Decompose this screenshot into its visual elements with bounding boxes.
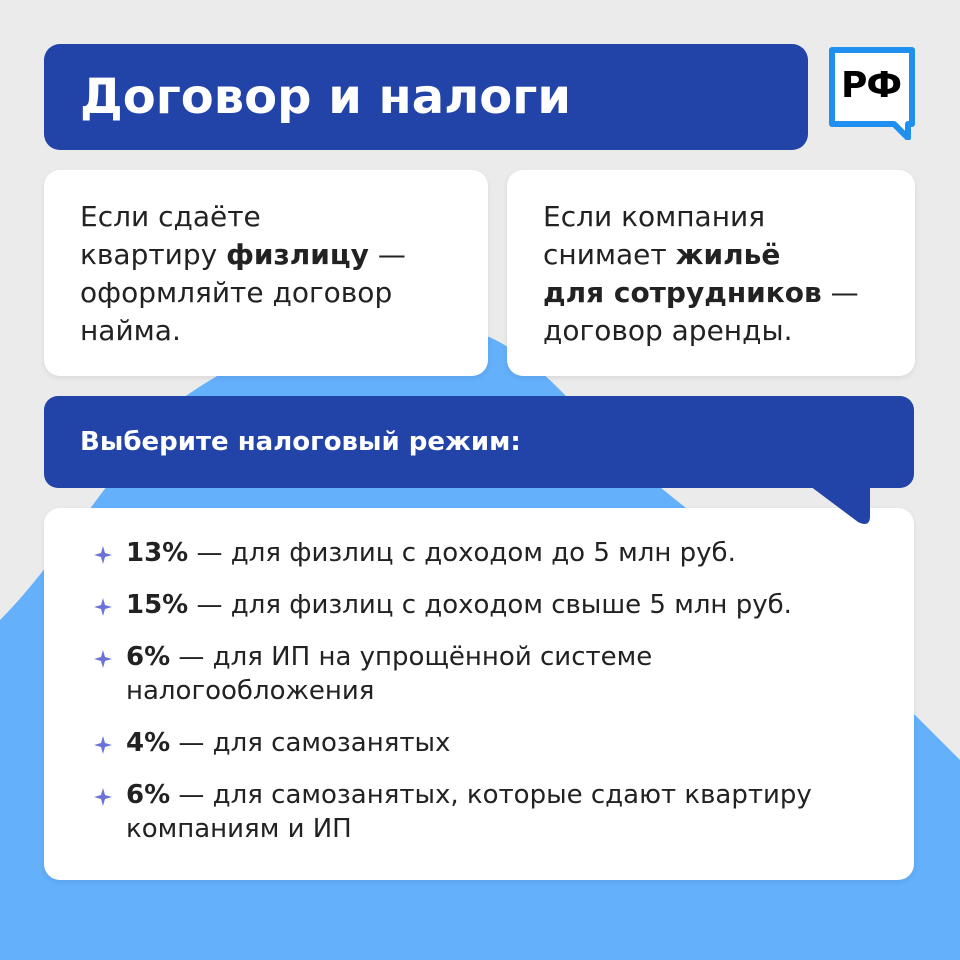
regime-title: Выберите налоговый режим:: [80, 427, 521, 457]
tax-rates-list: [94, 536, 812, 864]
list-item: [94, 726, 812, 760]
info-card-individual: [44, 170, 488, 376]
card-line: [543, 274, 859, 312]
tax-description: — для самозанятых, которые сдают квартиру: [170, 780, 812, 810]
four-point-star-icon: [94, 598, 112, 616]
card-line: Если сдаёте: [80, 200, 261, 233]
logo-text: РФ: [840, 65, 902, 106]
card-line: [80, 236, 406, 274]
rf-logo: [826, 44, 918, 140]
tax-line: [126, 778, 812, 812]
card-line: [543, 236, 859, 274]
info-card-company: [507, 170, 915, 376]
page-title: Договор и налоги: [80, 69, 571, 125]
tax-description-cont: налогообложения: [126, 676, 375, 706]
card-text: [543, 198, 859, 350]
list-item: [94, 536, 812, 570]
four-point-star-icon: [94, 650, 112, 668]
bold-text: физлицу: [226, 238, 369, 271]
tax-rate: 13%: [126, 538, 189, 568]
card-line: договор аренды.: [543, 314, 793, 347]
four-point-star-icon: [94, 546, 112, 564]
list-item: [94, 778, 812, 846]
text-span: снимает: [543, 238, 676, 271]
tax-line: [126, 536, 812, 570]
tax-description: — для ИП на упрощённой системе: [170, 642, 653, 672]
tax-rate: 15%: [126, 590, 189, 620]
list-item: [94, 588, 812, 622]
tax-rates-card: [44, 508, 914, 880]
tax-line: [126, 726, 812, 760]
card-line: оформляйте договор: [80, 276, 393, 309]
bold-text: жильё: [675, 238, 781, 271]
tax-description: — для физлиц с доходом свыше 5 млн руб.: [188, 590, 792, 620]
regime-banner: [44, 396, 914, 488]
card-text: [80, 198, 406, 350]
text-span: —: [368, 238, 406, 271]
tax-rate: 6%: [126, 780, 171, 810]
card-line: Если компания: [543, 200, 766, 233]
four-point-star-icon: [94, 788, 112, 806]
tax-description: — для самозанятых: [170, 728, 451, 758]
list-item: [94, 640, 812, 708]
four-point-star-icon: [94, 736, 112, 754]
bold-text: для сотрудников: [543, 276, 822, 309]
tax-line: [126, 588, 812, 622]
tax-rate: 6%: [126, 642, 171, 672]
tax-description: — для физлиц с доходом до 5 млн руб.: [188, 538, 736, 568]
text-span: —: [821, 276, 859, 309]
card-line: найма.: [80, 314, 181, 347]
tax-description-cont: компаниям и ИП: [126, 814, 352, 844]
tax-rate: 4%: [126, 728, 171, 758]
title-banner: [44, 44, 808, 150]
text-span: квартиру: [80, 238, 227, 271]
tax-line: [126, 640, 812, 674]
